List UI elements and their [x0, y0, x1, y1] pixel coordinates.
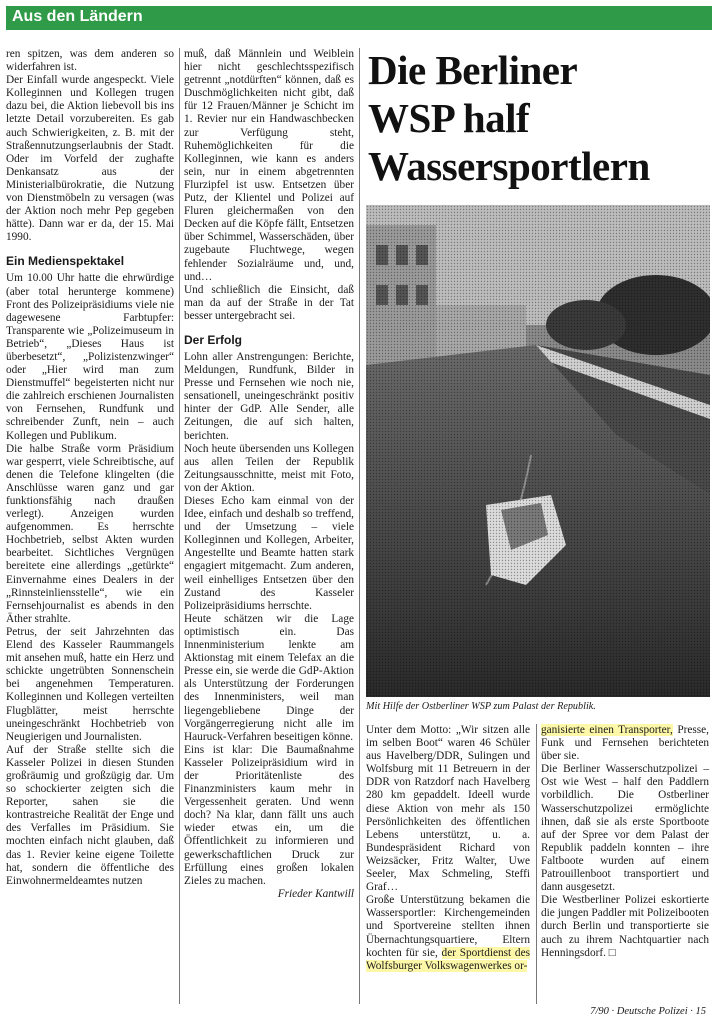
- article-column-2: [184, 48, 354, 901]
- paragraph: Und schließlich die Einsicht, daß man da auf der Straße in der Tat besser untergebracht sei.: [184, 283, 354, 322]
- subheading-erfolg: Der Erfolg: [184, 332, 243, 347]
- article-column-3: [366, 724, 530, 973]
- paragraph: Lohn aller Anstrengungen: Berichte, Meldungen, Rundfunk, Bilder in Presse und Fernsehen wie noch nie, sensationell, uneingeschränkt positiv hinter der GdP. Alle Sender, alle Zeitungen, die auf sich halten, berichten.: [184, 350, 354, 442]
- photo-caption: Mit Hilfe der Ostberliner WSP zum Palast der Republik.: [366, 701, 596, 712]
- paragraph: Der Einfall wurde angespeckt. Viele Kolleginnen und Kollegen trugen dazu bei, die Aktion liebevoll bis ins letzte Detail vorzubereiten. Es gab auch Schwierigkeiten, z. B. mit der Straßennutzungserlaubnis der Stadt. Oder im Vorfeld der zughafte Denkansatz aus der Ministerialbürokratie, die Nutzung von Dienstmöbeln zu versagen (was der Aktion noch mehr Pep gegeben hätte). Dann war er da, der 15. Mai 1990.: [6, 74, 174, 244]
- article-column-1: [6, 48, 174, 888]
- paragraph: [541, 724, 709, 763]
- paragraph: [366, 894, 530, 973]
- paragraph: Dieses Echo kam einmal von der Idee, einfach und deshalb so treffend, und der Umsetzung – viele Kolleginnen und Kollegen, Arbeiter, Angestellte und Beamte hatten stark engagiert mitgemacht. Zum anderen, weil einhelliges Entsetzen über den Zustand des Kasseler Polizeipräsidiums herrschte.: [184, 495, 354, 612]
- column-divider: [359, 48, 360, 1004]
- paragraph: Unter dem Motto: „Wir sitzen alle im selben Boot“ waren 46 Schüler aus Havelberg/DDR, Sulingen und Wolfsburg mit 11 Betreuern in der DDR von Ratzdorf nach Havelberg 280 km gepaddelt. Ideell wurde diese Aktion von mehr als 150 Persönlichkeiten des öffentlichen Lebens unterstützt, u. a. Bundespräsident Richard von Weizsäcker, Fritz Walter, Uwe Seeler, Max Schmeling, Steffi Graf…: [366, 724, 530, 894]
- text-run: Die Westberliner Polizei eskortierte die jungen Paddler mit Polizeibooten durch Berlin und transportierte sie auch zu ihrem Nachtquartier nach Henningsdorf.: [541, 894, 709, 959]
- paragraph: [541, 894, 709, 959]
- article-title-line: Die Berliner: [368, 47, 578, 93]
- column-divider: [536, 724, 537, 1004]
- subheading-medienspektakel: Ein Medienspektakel: [6, 254, 125, 269]
- article-title: [368, 46, 708, 190]
- article-photo: [366, 205, 710, 697]
- end-mark: □: [608, 946, 616, 959]
- highlighted-text: der Sportdienst des Wolfsburger Volkswagenwerkes or-: [366, 946, 530, 972]
- section-header-label: Aus den Ländern: [12, 8, 143, 25]
- paragraph: Eins ist klar: Die Baumaßnahme Kasseler Polizeipräsidium wird in der Prioritätenliste des Finanzministers kaum mehr in Vergessenheit geraten. Und wenn doch? Na klar, dann fällt uns auch wieder etwas ein, um die Öffentlichkeit zu informieren und gewerkschaftlichen Druck zur Erfüllung eines großen lokalen Zieles zu machen.: [184, 743, 354, 887]
- paragraph: Um 10.00 Uhr hatte die ehrwürdige (aber total herunterge kommene) Front des Polizeipräsidiums viele nie dagewesene Farbtupfer: Transparente wie „Polizeimuseum in Betrieb“, „Dieses Haus ist überbesetzt“, „Polizistenzwinger“ oder „Hier wird man zum Dienstmuffel“ begeisterten nicht nur die zahlreich erschienen Journalisten von Fernsehen, Rundfunk und schreibender Zunft, nein – auch Kollegen und Publikum.: [6, 272, 174, 442]
- highlighted-text: ganisierte einen Transporter,: [541, 724, 673, 736]
- paragraph: ren spitzen, was dem anderen so widerfahren ist.: [6, 48, 174, 74]
- paragraph: Auf der Straße stellte sich die Kasseler Polizei in diesen Stunden großräumig und großzügig dar. Um so schockierter zeigten sich die Reporter, sahen sie die kontrastreiche Realität der Enge und des Verfalles im Präsidium. Sie mochten einfach nicht glauben, daß das 1. Revier keine eigene Toilette hat, sondern die öffentliche des Einwohnermeldeamtes nutzen: [6, 743, 174, 887]
- paragraph: Die Berliner Wasserschutzpolizei – Ost wie West – half den Paddlern vorbildlich. Die Ostberliner Wasserschutzpolizei ermöglichte ihnen, daß sie als erste Sportboote auf der Spree vor dem Palast der Republik paddeln konnten – ihre Faltboote wurden auf einem Patrouillenboot transportiert und dann ausgesetzt.: [541, 763, 709, 894]
- section-header-bar: [6, 6, 712, 30]
- text-run: Große Unterstützung bekamen die Wassersportler: Kirchengemeinden und Sportvereine stellten ihnen Übernachtungsquartiere, Eltern kochten für sie,: [366, 894, 530, 959]
- article-title-line: Wassersportlern: [368, 143, 650, 189]
- paragraph: Petrus, der seit Jahrzehnten das Elend des Kasseler Raummangels mit ansehen muß, hatte ein Herz und schickte ungetrübten Sonnenschein bei angenehmen Temperaturen. Kolleginnen und Kollegen verteilten Flugblätter, meist herrschte uneingeschränkt Hochbetrieb von Neugierigen und Journalisten.: [6, 625, 174, 743]
- text-run: Presse, Funk und Fernsehen berichteten über sie.: [541, 724, 710, 763]
- paragraph: muß, daß Männlein und Weiblein hier nicht geschlechtsspezifisch getrennt „notdürften“ können, daß es Duschmöglichkeiten nicht gibt, daß für 12 Frauen/Männer je Schicht im 1. Revier nur ein Handwaschbecken zur Verfügung steht, Ruhemöglichkeiten für die Kolleginnen, wie kann es anders sein, nur in einem abgetrennten Flurzipfel ist usw. Entsetzen über Putz, der Klientel und Polizei auf Fluren gleichermaßen von den Decken auf die Köpfe fällt, Entsetzen über Schimmel, Wasserschäden, über zugebaute Fluchtwege, wegen fehlender Sozialräume und, und, und…: [184, 48, 355, 283]
- column-divider: [179, 48, 180, 1004]
- author-signature: Frieder Kantwill: [277, 887, 354, 900]
- paragraph: Noch heute übersenden uns Kollegen aus allen Teilen der Republik Zeitungsausschnitte, meist mit Foto, von der Aktion.: [184, 442, 354, 494]
- page-footer: 7/90 · Deutsche Polizei · 15: [590, 1006, 706, 1017]
- paragraph: Heute schätzen wir die Lage optimistisch ein. Das Innenministerium lenkte am Aktionstag mit einem Telefax an die Presse ein, sie werde die GdP-Aktion als Unterstützung der Forderungen des Innenministers, weil man liegengebliebene Dinge der Vorgängerregierung nicht alle im Hauruck-Verfahren beseitigen könne.: [184, 612, 354, 743]
- article-column-4: [541, 724, 709, 960]
- paragraph: Die halbe Straße vorm Präsidium war gesperrt, viele Schreibtische, auf denen die Telefone klingelten (die Anschlüsse waren ganz und gar funktionsfähig nach draußen verlegt). Anzeigen wurden aufgenommen. Es herrschte Hochbetrieb, selbst Akten wurden bearbeitet. Sichtliches Vergnügen bereitete eine allerdings „getürkte“ Einvernahme eines Dealers in der „Rinnsteinliensstelle“, wie ein Fernsehjournalist es abends in den Äther strahlte.: [6, 442, 174, 625]
- river-boat-photo: [366, 205, 710, 697]
- article-title-line: WSP half: [368, 95, 530, 141]
